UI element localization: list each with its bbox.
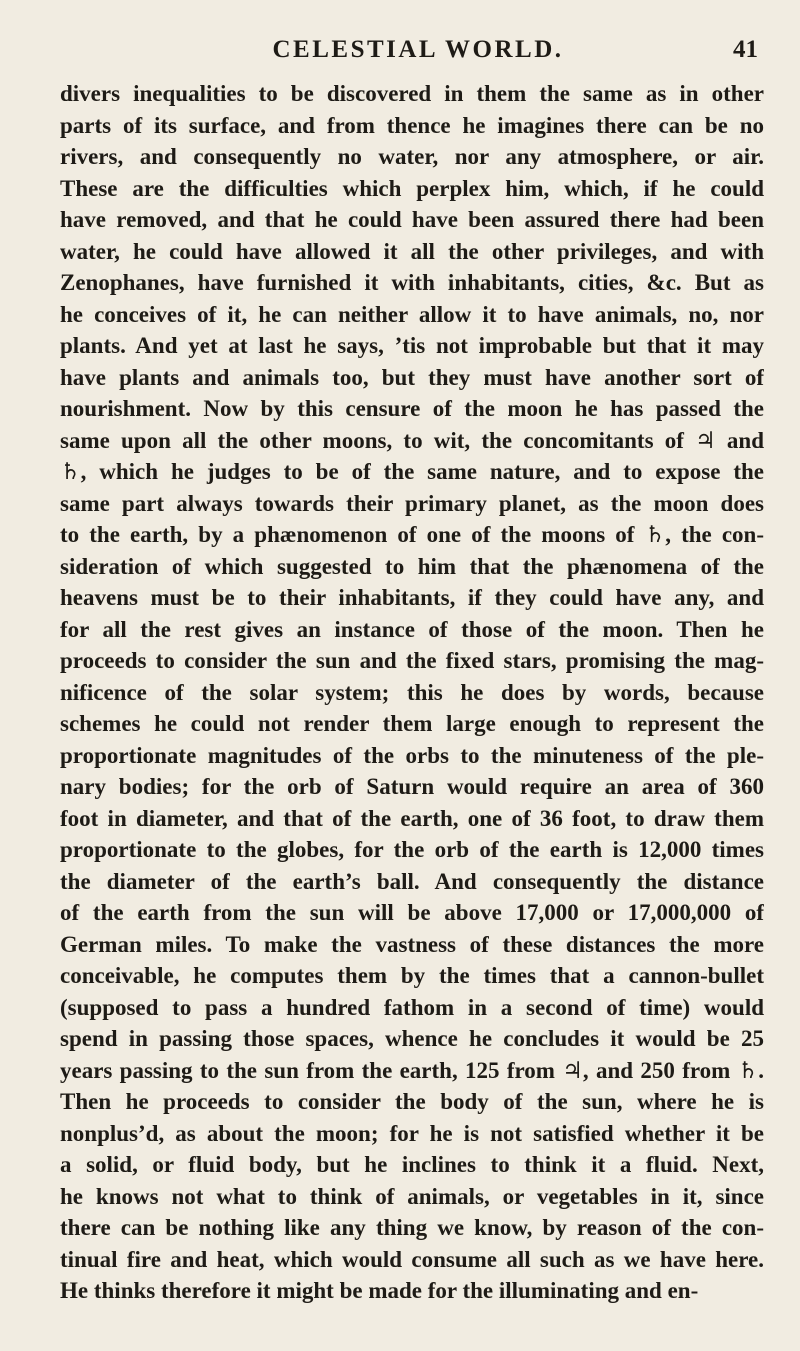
text-line: divers inequalities to be discovered in them the same as in other (60, 81, 764, 106)
text-line: schemes he could not render them large enough to represent the (60, 711, 764, 736)
text-line: he conceives of it, he can neither allow it to have animals, no, nor (60, 301, 764, 327)
text-line: foot in diameter, and that of the earth, one of 36 foot, to draw them (60, 805, 764, 831)
running-title: CELESTIAL WORLD. (272, 36, 564, 63)
text-line: years passing to the sun from the earth, 125 from ♃, and 250 from ♄. (60, 1057, 764, 1083)
text-line: (supposed to pass a hundred fathom in a second of time) would (60, 994, 764, 1020)
text-line: German miles. To make the vastness of these distances the more (60, 931, 764, 957)
text-line: to the earth, by a phænomenon of one of the moons of ♄, the con- (60, 522, 764, 547)
text-line: nourishment. Now by this censure of the moon he has passed the (60, 396, 764, 421)
running-head (0, 34, 800, 66)
text-line: same upon all the other moons, to wit, the concomitants of ♃ and (60, 427, 764, 453)
text-line: tinual fire and heat, which would consume all such as we have here. (60, 1246, 764, 1272)
text-line: rivers, and consequently no water, nor any atmosphere, or air. (60, 144, 764, 169)
text-line: He thinks therefore it might be made for the illuminating and en- (60, 1278, 699, 1303)
text-line: water, he could have allowed it all the other privileges, and with (60, 238, 764, 264)
text-line: ♄, which he judges to be of the same nature, and to expose the (60, 459, 764, 484)
text-line: have plants and animals too, but they must have another sort of (60, 364, 764, 390)
text-line: plants. And yet at last he says, ’tis not improbable but that it may (60, 333, 764, 358)
text-line: he knows not what to think of animals, or vegetables in it, since (60, 1183, 764, 1209)
text-line: parts of its surface, and from thence he imagines there can be no (60, 112, 764, 138)
text-line: heavens must be to their inhabitants, if they could have any, and (60, 585, 764, 610)
text-line: proportionate magnitudes of the orbs to the minuteness of the ple- (60, 742, 764, 768)
page-number: 41 (733, 36, 758, 63)
text-line: there can be nothing like any thing we know, by reason of the con- (60, 1215, 764, 1240)
text-line: the diameter of the earth’s ball. And consequently the distance (60, 868, 764, 894)
text-line: These are the difficulties which perplex him, which, if he could (60, 175, 764, 201)
text-line: have removed, and that he could have been assured there had been (60, 207, 764, 232)
text-line: sideration of which suggested to him that the phænomena of the (60, 553, 764, 579)
text-line: same part always towards their primary planet, as the moon does (60, 490, 764, 516)
text-line: nonplus’d, as about the moon; for he is not satisfied whether it be (60, 1120, 764, 1146)
text-line: Then he proceeds to consider the body of the sun, where he is (60, 1089, 764, 1114)
text-line: of the earth from the sun will be above 17,000 or 17,000,000 of (60, 900, 764, 925)
text-line: for all the rest gives an instance of those of the moon. Then he (60, 616, 764, 642)
text-line: nary bodies; for the orb of Saturn would require an area of 360 (60, 774, 764, 799)
text-line: proceeds to consider the sun and the fixed stars, promising the mag- (60, 648, 764, 673)
body-text (60, 78, 764, 1307)
text-line: a solid, or fluid body, but he inclines to think it a fluid. Next, (60, 1152, 764, 1177)
text-line: nificence of the solar system; this he does by words, because (60, 679, 764, 705)
text-line: Zenophanes, have furnished it with inhabitants, cities, &c. But as (60, 270, 764, 295)
text-line: conceivable, he computes them by the times that a cannon-bullet (60, 963, 764, 988)
text-line: spend in passing those spaces, whence he concludes it would be 25 (60, 1026, 764, 1051)
text-line: proportionate to the globes, for the orb of the earth is 12,000 times (60, 837, 764, 862)
